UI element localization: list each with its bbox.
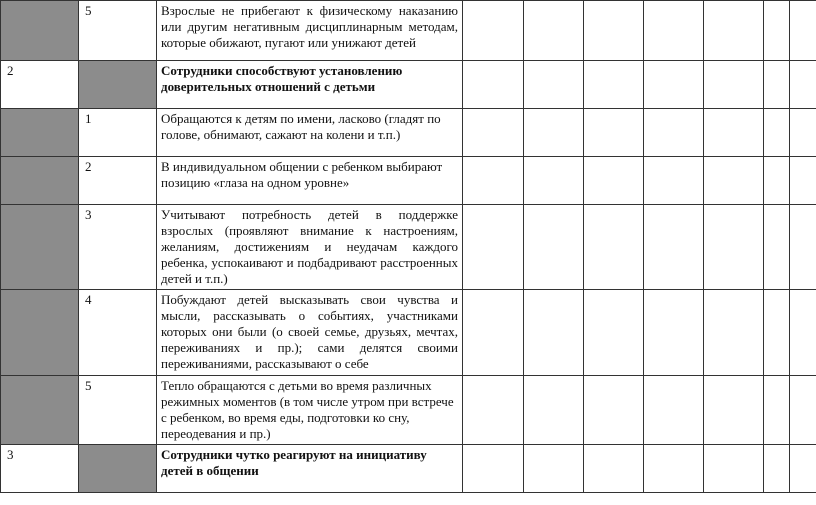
section-cell bbox=[1, 376, 79, 445]
score-cell bbox=[704, 445, 764, 493]
score-cell bbox=[463, 109, 524, 157]
score-cell bbox=[463, 445, 524, 493]
score-cell bbox=[463, 290, 524, 376]
criterion-text-cell: Побуждают детей высказывать свои чувства и мысли, рассказывать о событиях, участниками которых они были (о своей семье, друзьях, мечтах, переживаниях и пр.); сами делятся своими переживаниями, рассказывают о себе bbox=[157, 290, 463, 376]
score-cell bbox=[584, 205, 644, 290]
item-number-cell: 5 bbox=[79, 1, 157, 61]
score-cell bbox=[790, 109, 816, 157]
table-row bbox=[1, 205, 816, 290]
score-cell bbox=[790, 205, 816, 290]
score-cell bbox=[524, 61, 584, 109]
table-row bbox=[1, 157, 816, 205]
score-cell bbox=[790, 157, 816, 205]
score-cell bbox=[584, 445, 644, 493]
item-cell bbox=[79, 445, 157, 493]
item-number-cell: 5 bbox=[79, 376, 157, 445]
score-cell bbox=[524, 1, 584, 61]
criterion-text-cell: Обращаются к детям по имени, ласково (гладят по голове, обнимают, сажают на колени и т.п.) bbox=[157, 109, 463, 157]
criterion-text-cell: Учитывают потребность детей в поддержке взрослых (проявляют внимание к настроениям, желаниям, достижениям и неудачам каждого ребенка, успокаивают и подбадривают расстроенных детей и т.п.) bbox=[157, 205, 463, 290]
score-cell bbox=[704, 290, 764, 376]
section-cell bbox=[1, 1, 79, 61]
score-cell bbox=[644, 376, 704, 445]
table-row bbox=[1, 290, 816, 376]
score-cell bbox=[704, 157, 764, 205]
score-cell bbox=[584, 290, 644, 376]
score-cell bbox=[644, 109, 704, 157]
score-cell bbox=[524, 109, 584, 157]
score-cell bbox=[764, 290, 790, 376]
score-cell bbox=[524, 445, 584, 493]
score-cell bbox=[644, 61, 704, 109]
score-cell bbox=[704, 109, 764, 157]
score-cell bbox=[584, 61, 644, 109]
score-cell bbox=[790, 445, 816, 493]
score-cell bbox=[790, 290, 816, 376]
score-cell bbox=[584, 376, 644, 445]
section-heading-cell: Сотрудники способствуют установлению доверительных отношений с детьми bbox=[157, 61, 463, 109]
score-cell bbox=[463, 205, 524, 290]
item-number-cell: 2 bbox=[79, 157, 157, 205]
score-cell bbox=[524, 205, 584, 290]
section-cell bbox=[1, 205, 79, 290]
table-row bbox=[1, 376, 816, 445]
score-cell bbox=[764, 1, 790, 61]
score-cell bbox=[644, 205, 704, 290]
section-cell bbox=[1, 157, 79, 205]
score-cell bbox=[764, 157, 790, 205]
score-cell bbox=[704, 205, 764, 290]
score-cell bbox=[524, 376, 584, 445]
score-cell bbox=[790, 376, 816, 445]
section-number-cell: 2 bbox=[1, 61, 79, 109]
score-cell bbox=[644, 1, 704, 61]
score-cell bbox=[463, 61, 524, 109]
criterion-text-cell: Взрослые не прибегают к физическому наказанию или другим негативным дисциплинарным методам, которые обижают, пугают или унижают детей bbox=[157, 1, 463, 61]
score-cell bbox=[584, 1, 644, 61]
score-cell bbox=[524, 157, 584, 205]
score-cell bbox=[790, 1, 816, 61]
score-cell bbox=[764, 376, 790, 445]
section-cell bbox=[1, 109, 79, 157]
score-cell bbox=[704, 1, 764, 61]
score-cell bbox=[524, 290, 584, 376]
score-cell bbox=[764, 109, 790, 157]
score-cell bbox=[764, 445, 790, 493]
score-cell bbox=[463, 157, 524, 205]
item-number-cell: 3 bbox=[79, 205, 157, 290]
score-cell bbox=[584, 157, 644, 205]
score-cell bbox=[704, 61, 764, 109]
section-heading-cell: Сотрудники чутко реагируют на инициативу детей в общении bbox=[157, 445, 463, 493]
score-cell bbox=[644, 157, 704, 205]
table-row bbox=[1, 1, 816, 61]
score-cell bbox=[764, 61, 790, 109]
score-cell bbox=[790, 61, 816, 109]
score-cell bbox=[704, 376, 764, 445]
table-row bbox=[1, 445, 816, 493]
item-cell bbox=[79, 61, 157, 109]
score-cell bbox=[644, 445, 704, 493]
score-cell bbox=[463, 376, 524, 445]
table-row bbox=[1, 109, 816, 157]
score-cell bbox=[644, 290, 704, 376]
section-cell bbox=[1, 290, 79, 376]
criterion-text-cell: В индивидуальном общении с ребенком выбирают позицию «глаза на одном уровне» bbox=[157, 157, 463, 205]
table-row bbox=[1, 61, 816, 109]
item-number-cell: 4 bbox=[79, 290, 157, 376]
item-number-cell: 1 bbox=[79, 109, 157, 157]
score-cell bbox=[463, 1, 524, 61]
score-cell bbox=[584, 109, 644, 157]
criterion-text-cell: Тепло обращаются с детьми во время различных режимных моментов (в том числе утром при встрече с ребенком, во время еды, подготовки ко сну, переодевания и пр.) bbox=[157, 376, 463, 445]
section-number-cell: 3 bbox=[1, 445, 79, 493]
score-cell bbox=[764, 205, 790, 290]
